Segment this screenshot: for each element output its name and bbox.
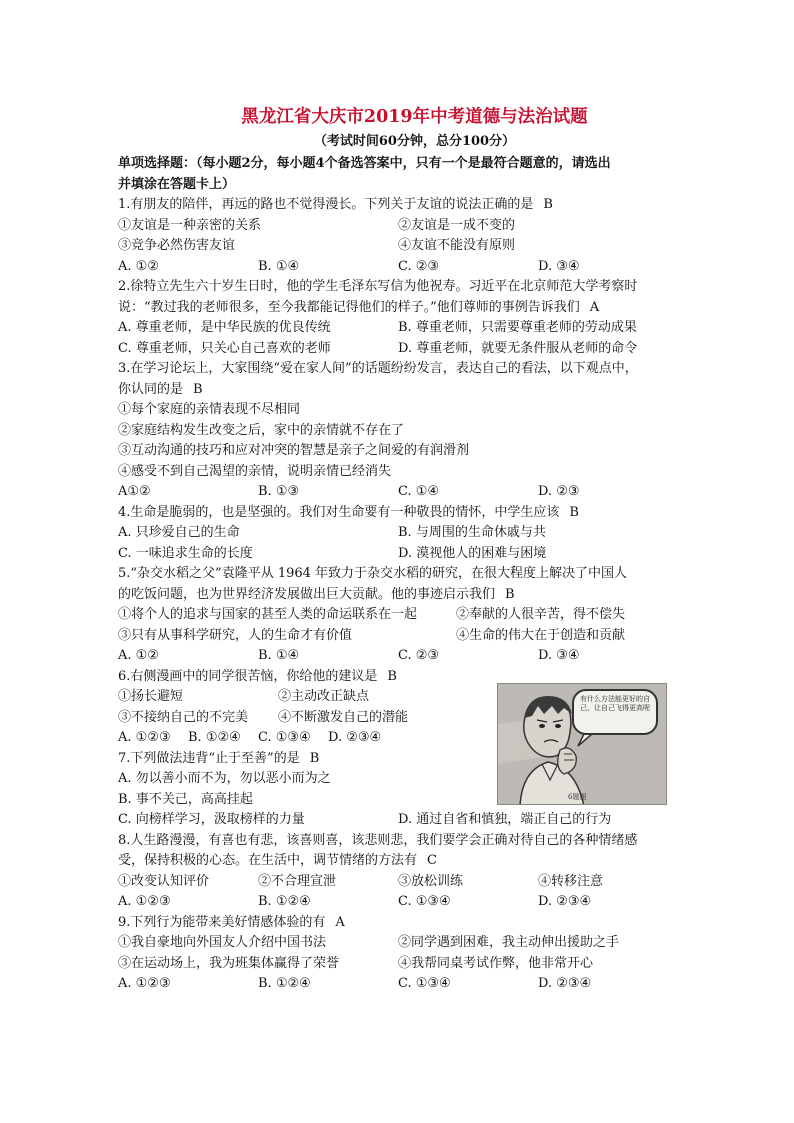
- exam-page: [118, 104, 683, 995]
- question-stem: 1.有朋友的陪伴，再远的路也不觉得漫长。下列关于友谊的说法正确的是 B: [118, 197, 553, 212]
- statement: ④感受不到自己渴望的亲情，说明亲情已经消失: [118, 463, 392, 479]
- option-b[interactable]: B. ①④: [258, 258, 300, 274]
- answer-key: C: [427, 853, 437, 868]
- option-c[interactable]: C. ①③④: [398, 894, 451, 909]
- statement: ②不合理宣泄: [258, 873, 337, 889]
- question-stem: 8.人生路漫漫，有喜也有悲，该喜则喜，该悲则悲，我们要学会正确对待自己的各种情绪感: [118, 832, 638, 848]
- statement: ③只有从事科学研究，人的生命才有价值: [118, 627, 353, 643]
- statement-row: [118, 626, 683, 647]
- option-a[interactable]: A. 尊重老师，是中华民族的优良传统: [118, 320, 331, 335]
- option-b[interactable]: B. 尊重老师，只需要尊重老师的劳动成果: [398, 320, 637, 335]
- option-b[interactable]: B. ①③: [258, 484, 300, 499]
- option-a[interactable]: A. 只珍爱自己的生命: [118, 525, 240, 540]
- option-row: [118, 339, 683, 360]
- exam-subtitle: （考试时间60分钟，总分100分）: [313, 134, 516, 149]
- question-stem: 受，保持积极的心态。在生活中，调节情绪的方法有 C: [118, 853, 437, 868]
- answer-key: B: [387, 668, 397, 684]
- option-d[interactable]: D. ③④: [538, 258, 580, 274]
- instruction-line-1: 单项选择题：（每小题2分，每小题4个备选答案中，只有一个是最符合题意的，请选出: [118, 156, 611, 171]
- option-a[interactable]: A. ①②③: [118, 894, 171, 909]
- statement: ④不断激发自己的潜能: [278, 709, 409, 725]
- option-b[interactable]: B. 与周围的生命休戚与共: [398, 525, 546, 540]
- option-b[interactable]: B. ①②④: [188, 730, 241, 745]
- statement-row: [118, 236, 683, 257]
- option-b[interactable]: B. ①②④: [258, 976, 311, 991]
- question-stem: 4.生命是脆弱的，也是坚强的。我们对生命要有一种敬畏的情怀，中学生应该 B: [118, 504, 579, 520]
- answer-key: B: [543, 197, 553, 212]
- option-b[interactable]: B. 事不关己，高高挂起: [118, 791, 253, 807]
- statement: ④转移注意: [538, 873, 604, 889]
- statement: ②家庭结构发生改变之后，家中的亲情就不存在了: [118, 422, 405, 438]
- option-d[interactable]: D. 通过自省和慎独，端正自己的行为: [398, 812, 612, 827]
- option-c[interactable]: C. ①④: [398, 484, 440, 499]
- option-row: [118, 318, 683, 339]
- question-stem: 3.在学习论坛上，大家围绕“爱在家人间”的话题纷纷发言，表达自己的看法，以下观点中，: [118, 361, 638, 376]
- answer-key: B: [193, 381, 203, 397]
- question-stem: 说：“教过我的老师很多，至今我都能记得他们的样子。”他们尊师的事例告诉我们 A: [118, 299, 600, 315]
- statement: ①扬长避短: [118, 689, 184, 704]
- option-b[interactable]: B. ①②④: [258, 894, 311, 909]
- statement: ③互动沟通的技巧和应对冲突的智慧是亲子之间爱的有润滑剂: [118, 443, 470, 458]
- question-stem: 2.徐特立先生六十岁生日时，他的学生毛泽东写信为他祝寿。习近平在北京师范大学考察时: [118, 279, 638, 294]
- statement: ②主动改正缺点: [278, 689, 370, 704]
- statement: ④友谊不能没有原则: [398, 238, 516, 253]
- question-4: [118, 503, 683, 565]
- question-1: [118, 195, 683, 277]
- statement: ③不接纳自己的不完美: [118, 709, 249, 725]
- question-9: [118, 913, 683, 995]
- option-a[interactable]: A. 勿以善小而不为，勿以恶小而为之: [118, 771, 331, 786]
- statement-row: [118, 933, 683, 954]
- question-5: [118, 564, 683, 667]
- question-stem: 5.“杂交水稻之父”袁隆平从 1964 年致力于杂交水稻的研究，在很大程度上解决了中国人: [118, 566, 628, 581]
- statement-row: [118, 216, 683, 237]
- question-stem: 你认同的是 B: [118, 381, 203, 397]
- option-a[interactable]: A①②: [118, 484, 151, 499]
- option-d[interactable]: D. 尊重老师，就要无条件服从老师的命令: [398, 340, 638, 356]
- statement: ①每个家庭的亲情表现不尽相同: [118, 402, 301, 417]
- answer-key: A: [335, 914, 345, 930]
- option-a[interactable]: A. ①②③: [118, 976, 171, 991]
- question-8: [118, 831, 683, 913]
- statement: ①我自豪地向外国友人介绍中国书法: [118, 935, 327, 950]
- option-row: [118, 646, 683, 667]
- option-row: [118, 810, 683, 831]
- option-d[interactable]: D. ②③④: [538, 976, 592, 991]
- statement: ④我帮同桌考试作弊，他非常开心: [398, 955, 594, 971]
- statement-row: [118, 872, 683, 893]
- statement: ③竞争必然伤害友谊: [118, 238, 236, 253]
- statement: ①改变认知评价: [118, 873, 210, 889]
- statement: ③放松训练: [398, 873, 464, 889]
- question-3: [118, 359, 683, 503]
- option-c[interactable]: C. ②③: [398, 648, 440, 663]
- option-row: [118, 523, 683, 544]
- option-b[interactable]: B. ①④: [258, 648, 300, 663]
- option-d[interactable]: D. ③④: [538, 648, 580, 663]
- answer-key: B: [505, 586, 515, 602]
- statement: ②同学遇到困难，我主动伸出援助之手: [398, 935, 620, 950]
- statement: ②友谊是一成不变的: [398, 217, 516, 233]
- option-c[interactable]: C. ②③: [398, 258, 440, 274]
- statement: ①友谊是一种亲密的关系: [118, 217, 262, 233]
- question-stem: 9.下列行为能带来美好情感体验的有 A: [118, 914, 345, 930]
- answer-key: A: [589, 299, 600, 315]
- question-2: [118, 277, 683, 359]
- instruction-line-2: 并填涂在答题卡上）: [118, 176, 236, 192]
- option-row: [118, 544, 683, 565]
- option-row: [118, 974, 683, 995]
- statement-row: [118, 605, 683, 626]
- option-d[interactable]: D. ②③: [538, 484, 580, 499]
- figure-caption: 6题图: [568, 793, 587, 801]
- option-row: [118, 257, 683, 278]
- statement: ①将个人的追求与国家的甚至人类的命运联系在一起: [118, 607, 418, 622]
- statement: ④生命的伟大在于创造和贡献: [456, 627, 626, 643]
- question-stem: 的吃饭问题，也为世界经济发展做出巨大贡献。他的事迹启示我们 B: [118, 586, 515, 602]
- option-d[interactable]: D. ②③④: [328, 730, 382, 745]
- option-a[interactable]: A. ①②③: [118, 730, 171, 745]
- option-row: [118, 892, 683, 913]
- option-c[interactable]: C. 尊重老师，只关心自己喜欢的老师: [118, 340, 331, 356]
- option-row: [118, 482, 683, 503]
- exam-title: 黑龙江省大庆市2019年中考道德与法治试题: [241, 107, 588, 127]
- option-c[interactable]: C. 向榜样学习，汲取榜样的力量: [118, 812, 305, 827]
- statement: ②奉献的人很辛苦，得不偿失: [456, 607, 626, 622]
- comic-illustration: [497, 683, 667, 805]
- answer-key: B: [569, 504, 579, 520]
- option-a[interactable]: A. ①②: [118, 258, 159, 274]
- statement: ③在运动场上，我为班集体赢得了荣誉: [118, 955, 340, 971]
- answer-key: B: [309, 750, 320, 766]
- section-instruction: [118, 154, 683, 195]
- option-c[interactable]: C. 一味追求生命的长度: [118, 545, 253, 561]
- question-stem: 6.右侧漫画中的同学很苦恼，你给他的建议是 B: [118, 668, 397, 684]
- speech-bubble: 有什么方法能更好的自己，让自己飞得更高呢: [572, 689, 658, 735]
- option-c[interactable]: C. ①③④: [398, 976, 451, 991]
- statement-row: [118, 954, 683, 975]
- option-c[interactable]: C. ①③④: [258, 730, 311, 745]
- option-d[interactable]: D. 漠视他人的困难与困境: [398, 545, 547, 561]
- option-a[interactable]: A. ①②: [118, 648, 159, 663]
- option-d[interactable]: D. ②③④: [538, 894, 592, 909]
- question-stem: 7.下列做法违背“止于至善”的是 B: [118, 750, 320, 766]
